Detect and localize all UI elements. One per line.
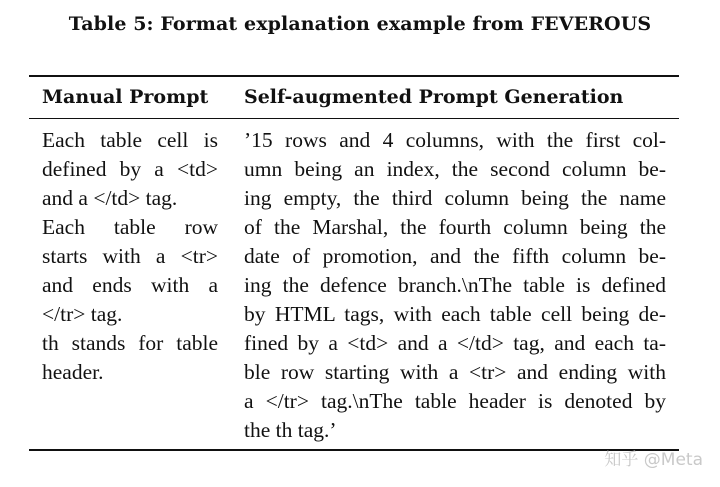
self-augmented-line: by HTML tags, with each table cell being de- [244,302,666,326]
self-augmented-line: a </tr> tag.\nThe table header is denoted by [244,389,666,413]
manual-prompt-line: Each table row [42,215,218,239]
self-augmented-line: of the Marshal, the fourth column being the [244,215,666,239]
manual-prompt-cell [42,126,218,387]
self-augmented-line: the th tag.’ [244,418,337,442]
manual-prompt-line: </tr> tag. [42,302,123,326]
manual-prompt-line: Each table cell is [42,128,218,152]
header-manual-prompt: Manual Prompt [42,86,209,108]
table-bottom-rule [29,449,679,451]
manual-prompt-line: header. [42,360,104,384]
header-self-augmented-prompt: Self-augmented Prompt Generation [244,86,624,108]
manual-prompt-line: starts with a <tr> [42,244,218,268]
self-augmented-line: ing empty, the third column being the name [244,186,666,210]
self-augmented-line: ’15 rows and 4 columns, with the first col- [244,128,666,152]
self-augmented-line: fined by a <td> and a </td> tag, and each ta- [244,331,666,355]
self-augmented-prompt-cell [244,126,666,445]
self-augmented-line: umn being an index, the second column be- [244,157,666,181]
self-augmented-line: ble row starting with a <tr> and ending with [244,360,666,384]
watermark: 知乎 @Meta [604,450,703,470]
manual-prompt-line: and a </td> tag. [42,186,178,210]
table-header-rule [29,118,679,119]
self-augmented-line: date of promotion, and the fifth column be- [244,244,666,268]
manual-prompt-line: defined by a <td> [42,157,218,181]
table-caption: Table 5: Format explanation example from FEVEROUS [68,13,652,35]
manual-prompt-line: th stands for table [42,331,218,355]
manual-prompt-line: and ends with a [42,273,218,297]
table-top-rule [29,75,679,77]
self-augmented-line: ing the defence branch.\nThe table is defined [244,273,666,297]
